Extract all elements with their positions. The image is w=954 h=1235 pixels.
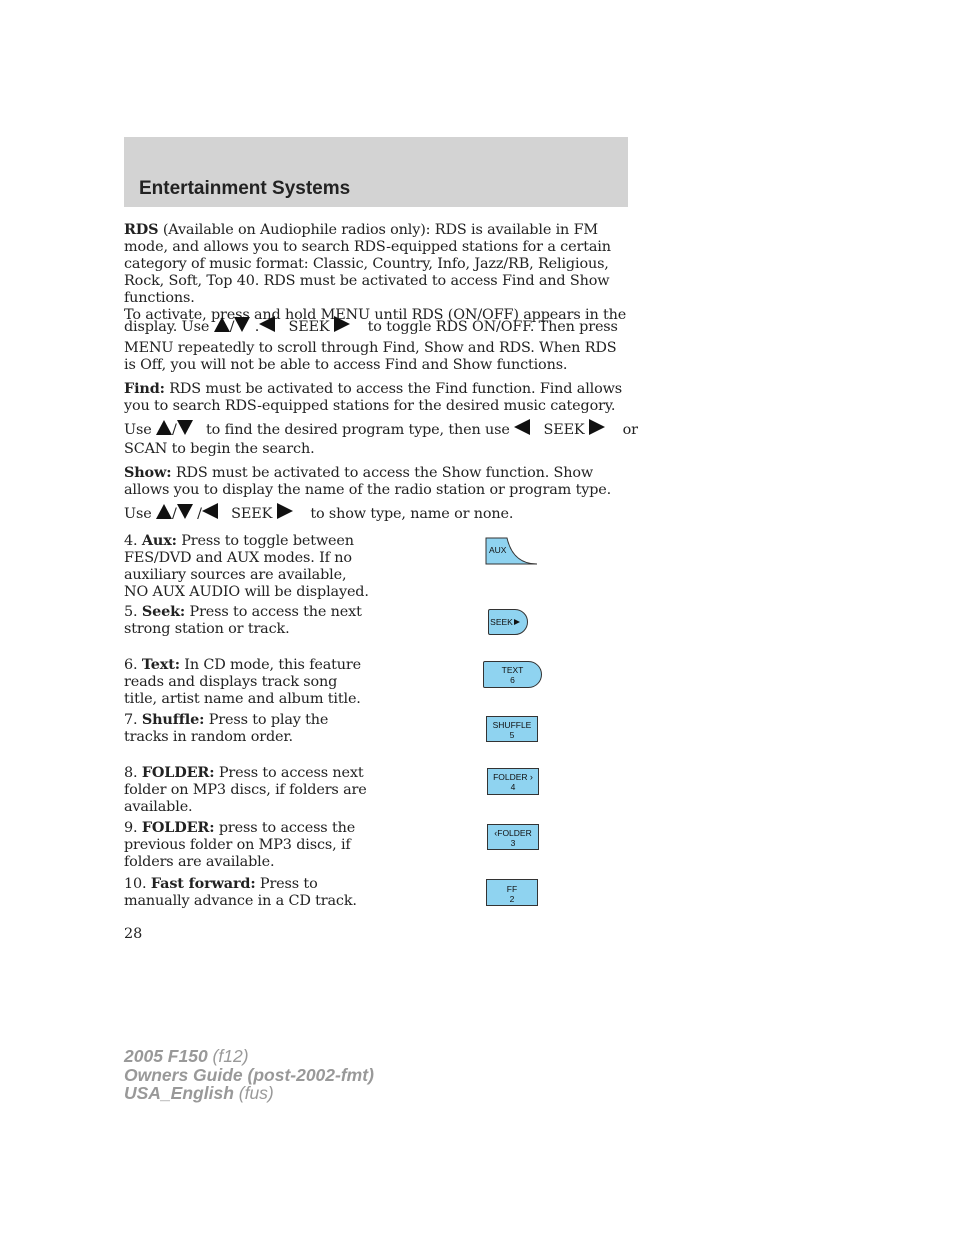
find-use-text: Use bbox=[124, 422, 152, 438]
chevron-left-icon: ‹ bbox=[494, 828, 498, 838]
seek-button-illustration bbox=[488, 609, 528, 635]
folder-next-button-number: 4 bbox=[510, 782, 516, 792]
item-term: FOLDER: bbox=[141, 764, 215, 781]
show-description: RDS must be activated to access the Show function. Show allows you to display the name of the radio station or program type. bbox=[124, 465, 612, 498]
item-number: 6. bbox=[124, 657, 142, 673]
find-description: RDS must be activated to access the Find function. Find allows you to search RDS-equipped stations for the desired music category. bbox=[124, 381, 623, 414]
show-end-text: to show type, name or none. bbox=[310, 506, 514, 522]
shuffle-button-label: SHUFFLE bbox=[492, 720, 532, 730]
item-term: Shuffle: bbox=[141, 711, 205, 728]
up-arrow-icon bbox=[214, 317, 230, 332]
left-arrow-icon bbox=[514, 419, 530, 435]
rds-description: (Available on Audiophile radios only): RDS is available in FM mode, and allows you to search RDS-equipped stations for a certain category of music format: Classic, Country, Info, Jazz/RB, Religious, Rock, Soft, Top 40. RDS must be activated to access Find and Show functions. bbox=[124, 222, 611, 306]
dot-text: . bbox=[254, 319, 260, 335]
show-use-line bbox=[124, 503, 629, 523]
seek-label: SEEK bbox=[231, 506, 273, 522]
item-number: 10. bbox=[124, 876, 151, 892]
aux-button-illustration bbox=[485, 537, 539, 566]
list-item-aux bbox=[124, 532, 374, 601]
slash-text: / bbox=[172, 422, 177, 438]
left-arrow-icon bbox=[259, 316, 275, 332]
item-term: FOLDER: bbox=[141, 819, 215, 836]
list-item-seek bbox=[124, 603, 374, 638]
folder-prev-button-number: 3 bbox=[510, 838, 516, 848]
item-text: In CD mode, this feature reads and displays track song title, artist name and album title. bbox=[124, 657, 362, 707]
item-text: Press to toggle between FES/DVD and AUX modes. If no auxiliary sources are available, NO AUX AUDIO will be displayed. bbox=[124, 533, 369, 600]
down-arrow-icon bbox=[177, 420, 193, 435]
rds-toggle-text: to toggle RDS ON/OFF. Then press bbox=[367, 319, 618, 335]
list-item-fast-forward bbox=[124, 875, 374, 910]
seek-label: SEEK bbox=[543, 422, 585, 438]
item-text: Press to manually advance in a CD track. bbox=[124, 876, 357, 909]
ff-button-illustration bbox=[486, 879, 538, 906]
rds-activate-text: To activate, press and hold MENU until RDS (ON/OFF) appears in the bbox=[124, 307, 627, 323]
find-scan-text: SCAN to begin the search. bbox=[124, 441, 315, 457]
folder-prev-button-label: FOLDER bbox=[497, 828, 532, 838]
folder-next-button-illustration bbox=[487, 768, 539, 795]
rds-display-line bbox=[124, 316, 629, 336]
folder-prev-button-illustration bbox=[487, 824, 539, 850]
item-text: press to access the previous folder on MP3 discs, if folders are available. bbox=[124, 820, 356, 870]
list-item-folder-next bbox=[124, 764, 374, 816]
right-arrow-icon bbox=[334, 316, 350, 332]
left-arrow-icon bbox=[202, 503, 218, 519]
item-number: 7. bbox=[124, 712, 142, 728]
rds-term: RDS bbox=[124, 221, 159, 238]
right-arrow-icon bbox=[589, 419, 605, 435]
list-item-text bbox=[124, 656, 374, 708]
footer-document-info bbox=[124, 1047, 374, 1103]
ff-button-label: FF bbox=[506, 884, 518, 894]
aux-button-label: AUX bbox=[489, 545, 507, 555]
page-title: Entertainment Systems bbox=[139, 178, 351, 199]
play-arrow-icon bbox=[514, 619, 520, 625]
slash-text: / bbox=[197, 506, 202, 522]
down-arrow-icon bbox=[234, 317, 250, 332]
list-item-shuffle bbox=[124, 711, 374, 746]
item-text: Press to access the next strong station or track. bbox=[124, 604, 362, 637]
folder-next-button-label: FOLDER bbox=[493, 772, 528, 782]
item-text: Press to play the tracks in random order. bbox=[124, 712, 329, 745]
find-term: Find: bbox=[124, 380, 165, 397]
page-number: 28 bbox=[124, 926, 143, 942]
item-term: Text: bbox=[141, 656, 180, 673]
item-term: Seek: bbox=[141, 603, 186, 620]
slash-text: / bbox=[229, 319, 235, 335]
item-term: Aux: bbox=[141, 532, 177, 549]
up-arrow-icon bbox=[156, 504, 172, 519]
right-arrow-icon bbox=[277, 503, 293, 519]
rds-paragraph bbox=[124, 221, 629, 324]
list-item-folder-prev bbox=[124, 819, 374, 871]
footer-language-code: (fus) bbox=[233, 1083, 274, 1103]
item-number: 9. bbox=[124, 820, 142, 836]
item-number: 4. bbox=[124, 533, 142, 549]
or-text: or bbox=[622, 422, 638, 438]
down-arrow-icon bbox=[177, 504, 193, 519]
text-button-illustration bbox=[483, 661, 542, 688]
footer-guide: Owners Guide (post-2002-fmt) bbox=[124, 1064, 374, 1085]
item-number: 5. bbox=[124, 604, 142, 620]
ff-button-number: 2 bbox=[509, 894, 515, 904]
find-mid-text: to find the desired program type, then use bbox=[206, 422, 510, 438]
up-arrow-icon bbox=[156, 420, 172, 435]
find-use-line bbox=[124, 419, 638, 439]
show-term: Show: bbox=[124, 464, 172, 481]
footer-model-code: (f12) bbox=[207, 1046, 249, 1066]
item-number: 8. bbox=[124, 765, 142, 781]
shuffle-button-number: 5 bbox=[509, 730, 515, 740]
rds-display-prefix: display. Use bbox=[124, 319, 210, 335]
seek-button-label: SEEK bbox=[490, 617, 513, 627]
text-button-label: TEXT bbox=[501, 665, 524, 675]
chevron-right-icon: › bbox=[529, 772, 533, 782]
shuffle-button-illustration bbox=[486, 716, 538, 742]
seek-label: SEEK bbox=[288, 319, 330, 335]
footer-model: 2005 F150 bbox=[124, 1046, 208, 1066]
find-paragraph bbox=[124, 380, 629, 415]
show-use-text: Use bbox=[124, 506, 152, 522]
slash-text: / bbox=[172, 506, 177, 522]
item-term: Fast forward: bbox=[150, 875, 256, 892]
footer-language: USA_English bbox=[124, 1083, 234, 1103]
text-button-number: 6 bbox=[510, 675, 515, 685]
show-paragraph bbox=[124, 464, 629, 499]
item-text: Press to access next folder on MP3 discs, if folders are available. bbox=[124, 765, 367, 815]
rds-menu-text: MENU repeatedly to scroll through Find, Show and RDS. When RDS is Off, you will not be able to access Find and Show functions. bbox=[124, 340, 617, 373]
